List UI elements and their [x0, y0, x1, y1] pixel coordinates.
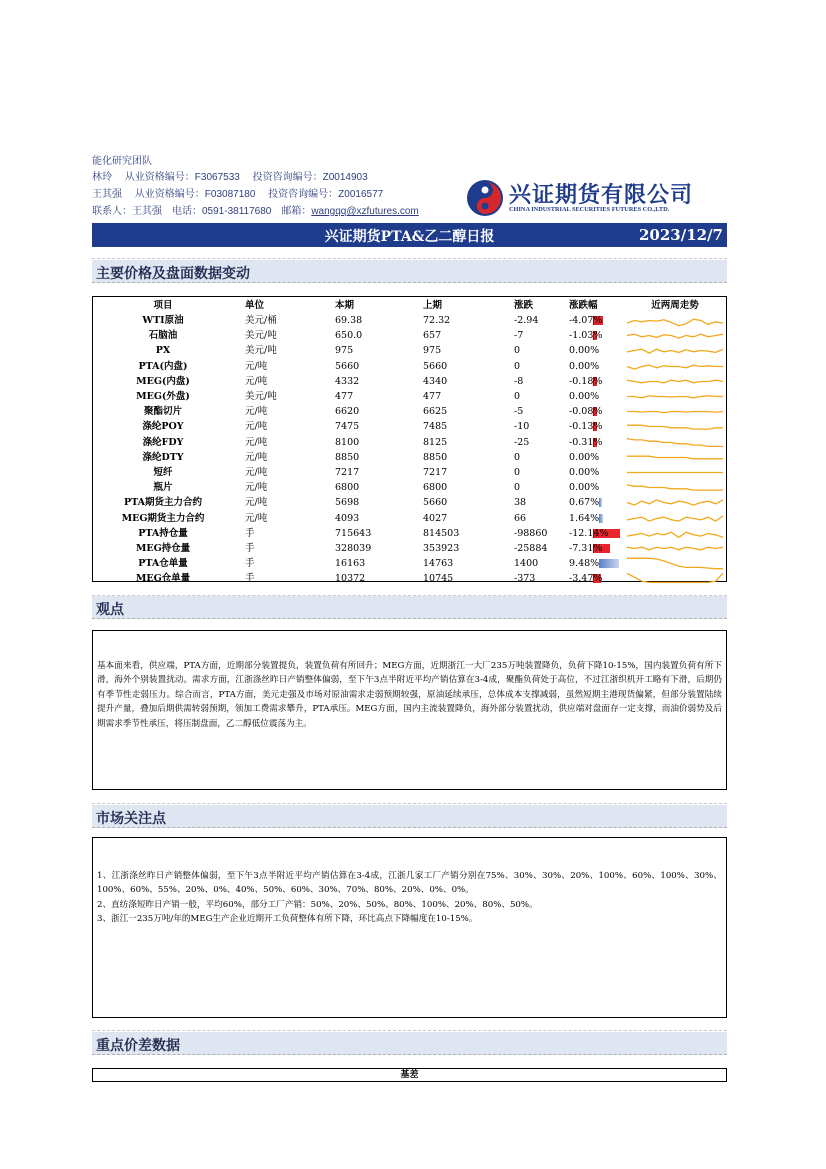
row-change-pct: 9.48% — [569, 558, 600, 570]
row-current-value: 5660 — [335, 360, 360, 372]
row-unit: 美元/桶 — [245, 315, 277, 326]
table-row — [93, 389, 725, 404]
trend-sparkline — [625, 328, 725, 343]
row-current-value: 975 — [335, 345, 354, 357]
focus-line-2: 2、直纺涤短昨日产销一般，平均60%，部分工厂产销：50%、20%、50%、80%、100%、20%、80%、50%。 — [97, 899, 538, 910]
row-previous-value: 657 — [423, 330, 442, 342]
sparkline-path — [627, 438, 723, 446]
row-change-pct: 0.00% — [569, 482, 600, 494]
row-change-pct: 0.00% — [569, 391, 600, 402]
trend-sparkline — [625, 465, 725, 480]
row-current-value: 4332 — [335, 375, 360, 387]
row-previous-value: 353923 — [423, 543, 460, 554]
row-change: 66 — [514, 512, 527, 524]
sparkline-path — [627, 485, 723, 490]
sparkline-path — [627, 532, 723, 537]
row-change: -25 — [514, 436, 530, 448]
row-item-name: 涤纶FDY — [142, 436, 184, 448]
row-change-pct: 0.00% — [569, 467, 600, 478]
row-item-name: MEG(内盘) — [136, 375, 190, 387]
row-item-name: 聚酯切片 — [143, 406, 182, 418]
company-logo — [465, 178, 727, 218]
table-row — [93, 571, 725, 586]
row-change: -373 — [514, 573, 536, 585]
table-header — [93, 298, 725, 313]
sparkline-path — [627, 426, 723, 430]
row-item-name: 涤纶DTY — [142, 451, 184, 463]
trend-sparkline — [625, 495, 725, 510]
row-unit: 美元/吨 — [245, 391, 277, 402]
row-unit: 元/吨 — [245, 360, 268, 372]
row-item-name: PTA持仓量 — [138, 527, 188, 539]
col-header-change: 涨跌 — [514, 300, 534, 311]
row-unit: 美元/吨 — [245, 345, 277, 357]
row-current-value: 650.0 — [335, 330, 363, 342]
sparkline-path — [627, 558, 723, 568]
row-current-value: 4093 — [335, 512, 360, 524]
consulting-id: 投资咨询编号：Z0014903 — [252, 172, 368, 183]
sparkline-path — [627, 365, 723, 369]
sparkline-path — [627, 319, 723, 326]
row-change-pct: 0.67% — [569, 497, 600, 509]
row-unit: 元/吨 — [245, 512, 268, 524]
section-divider — [92, 1030, 727, 1031]
row-item-name: MEG(外盘) — [136, 391, 190, 402]
row-change-pct: -7.31% — [569, 543, 603, 554]
row-unit: 元/吨 — [245, 451, 268, 463]
trend-sparkline — [625, 389, 725, 404]
row-change: -2.94 — [514, 315, 539, 326]
trend-sparkline — [625, 343, 725, 358]
trend-sparkline — [625, 480, 725, 495]
row-change: 0 — [514, 345, 521, 357]
analyst-name: 王其强 — [92, 189, 122, 200]
row-change-pct: 0.00% — [569, 451, 600, 463]
row-item-name: 短纤 — [153, 467, 173, 478]
row-change: 0 — [514, 467, 521, 478]
row-change: -98860 — [514, 527, 548, 539]
table-row — [93, 435, 725, 450]
row-previous-value: 8125 — [423, 436, 448, 448]
report-title: 兴证期货PTA&乙二醇日报 — [324, 229, 495, 245]
qualification-id: 从业资格编号：F3067533 — [124, 172, 240, 183]
table-row — [93, 404, 725, 419]
row-item-name: MEG仓单量 — [135, 573, 191, 585]
row-previous-value: 8850 — [423, 451, 448, 463]
row-item-name: MEG持仓量 — [135, 543, 191, 554]
row-previous-value: 10745 — [423, 573, 454, 585]
sparkline-path — [627, 334, 723, 338]
report-banner — [92, 223, 727, 247]
row-previous-value: 14763 — [423, 558, 454, 570]
analyst-name: 林玲 — [92, 172, 112, 183]
row-previous-value: 6800 — [423, 482, 448, 494]
section-prices — [92, 260, 727, 283]
report-date: 2023/12/7 — [638, 226, 723, 244]
sparkline-path — [627, 396, 723, 398]
row-change: 0 — [514, 360, 521, 372]
row-change: 1400 — [514, 558, 539, 570]
table-row — [93, 495, 725, 510]
row-current-value: 715643 — [335, 527, 372, 539]
table-row — [93, 328, 725, 343]
col-header-trend: 近两周走势 — [651, 300, 699, 311]
row-unit: 元/吨 — [245, 421, 268, 433]
trend-sparkline — [625, 541, 725, 556]
focus-line-1: 1、江浙涤丝昨日产销整体偏弱，至下午3点半附近平均产销估算在3-4成，江浙几家工厂产销分别在75%、30%、30%、20%、100%、60%、100%、30%、100%、60%、55%、20%、0%、40%、50%、60%、30%、70%、80%、20%、0%、0%。 — [97, 871, 722, 896]
row-change-pct: -1.03% — [569, 330, 603, 342]
row-change: 0 — [514, 391, 521, 402]
row-previous-value: 477 — [423, 391, 442, 402]
trend-sparkline — [625, 526, 725, 541]
section-title: 主要价格及盘面数据变动 — [96, 265, 250, 281]
row-item-name: 涤纶POY — [142, 421, 184, 433]
section-divider — [92, 258, 727, 259]
row-change: -10 — [514, 421, 530, 433]
row-previous-value: 4340 — [423, 375, 448, 387]
view-box — [92, 630, 727, 790]
email-link[interactable]: wangqq@xzfutures.com — [311, 206, 419, 217]
row-change-pct: -3.47% — [569, 573, 603, 585]
trend-sparkline — [625, 404, 725, 419]
table-row — [93, 526, 725, 541]
row-change-pct: -4.07% — [569, 315, 603, 326]
trend-sparkline — [625, 419, 725, 434]
analyst-line-2 — [92, 185, 393, 200]
row-current-value: 69.38 — [335, 315, 363, 326]
row-unit: 手 — [245, 543, 255, 554]
row-current-value: 6800 — [335, 482, 360, 494]
table-row — [93, 450, 725, 465]
table-row — [93, 313, 725, 328]
section-spread — [92, 1032, 727, 1055]
price-table — [92, 296, 727, 585]
section-focus — [92, 805, 727, 828]
table-row — [93, 359, 725, 374]
sparkline-path — [627, 574, 723, 583]
row-unit: 元/吨 — [245, 406, 268, 418]
row-item-name: MEG期货主力合约 — [121, 512, 205, 524]
consulting-id: 投资咨询编号：Z0016577 — [268, 189, 384, 200]
table-row — [93, 419, 725, 434]
section-title: 观点 — [96, 601, 124, 617]
sparkline-path — [627, 515, 723, 520]
trend-sparkline — [625, 435, 725, 450]
table-row — [93, 480, 725, 495]
team-name: 能化研究团队 — [92, 156, 152, 167]
row-change-pct: 1.64% — [569, 512, 600, 524]
contact-line — [92, 202, 419, 217]
row-unit: 元/吨 — [245, 375, 268, 387]
trend-sparkline — [625, 359, 725, 374]
trend-sparkline — [625, 556, 725, 571]
table-row — [93, 556, 725, 571]
row-item-name: 瓶片 — [153, 482, 173, 494]
section-view — [92, 596, 727, 619]
sparkline-path — [627, 350, 723, 354]
row-unit: 美元/吨 — [245, 330, 277, 342]
row-unit: 元/吨 — [245, 467, 268, 478]
row-previous-value: 814503 — [423, 527, 460, 539]
row-unit: 元/吨 — [245, 497, 268, 509]
row-item-name: 石脑油 — [148, 330, 178, 342]
row-item-name: PX — [155, 345, 171, 357]
row-change: 38 — [514, 497, 527, 509]
row-current-value: 8100 — [335, 436, 360, 448]
row-current-value: 7475 — [335, 421, 360, 433]
view-text: 基本面来看，供应端，PTA方面，近期部分装置提负，装置负荷有所回升；MEG方面，近期浙江一大厂235万吨装置降负，负荷下降10-15%，国内装置负荷有所下滑，海外个别装置扰动。需求方面，江浙涤丝昨日产销整体偏弱，至下午3点半附近平均产销估算在3-4成，聚酯负荷处于高位，不过江浙织机开工略有下滑，后期仍有季节性走弱压力。综合而言，PTA方面，美元走强及市场对原油需求走弱预期较强，原油延续承压，总体成本支撑减弱，虽然短期主港现货偏紧，但部分装置陆续提升产量，叠加后期供需转弱预期，领加工费需求攀升，PTA承压。MEG方面，国内主流装置降负，海外部分装置扰动，供应端对盘面存一定支撑，而油价弱势及后期需求季节性承压，将压制盘面，乙二醇低位震荡为主。 — [97, 661, 722, 729]
trend-sparkline — [625, 450, 725, 465]
qualification-id: 从业资格编号：F03087180 — [134, 189, 256, 200]
logo-english-name: CHINA INDUSTRIAL SECURITIES FUTURES CO.,LTD. — [509, 206, 670, 213]
table-row — [93, 374, 725, 389]
row-previous-value: 72.32 — [423, 315, 451, 326]
row-change: -8 — [514, 375, 524, 387]
row-unit: 手 — [245, 558, 255, 570]
pct-data-bar — [599, 559, 619, 568]
row-unit: 手 — [245, 573, 255, 585]
row-previous-value: 7485 — [423, 421, 448, 433]
trend-sparkline — [625, 571, 725, 586]
row-item-name: PTA仓单量 — [138, 558, 188, 570]
pct-data-bar — [599, 498, 602, 507]
section-divider — [92, 803, 727, 804]
section-title: 市场关注点 — [96, 810, 166, 826]
row-item-name: PTA期货主力合约 — [123, 497, 203, 509]
row-change-pct: -12.14% — [569, 527, 609, 539]
row-current-value: 5698 — [335, 497, 360, 509]
row-change-pct: 0.00% — [569, 345, 600, 357]
row-current-value: 8850 — [335, 451, 360, 463]
row-previous-value: 6625 — [423, 406, 448, 418]
row-change: 0 — [514, 451, 521, 463]
row-unit: 元/吨 — [245, 436, 268, 448]
pct-data-bar — [599, 514, 603, 523]
sparkline-path — [627, 500, 723, 505]
row-change-pct: -0.08% — [569, 406, 603, 418]
row-current-value: 10372 — [335, 573, 366, 585]
spread-subheader: 基差 — [92, 1068, 727, 1082]
row-item-name: PTA(内盘) — [138, 360, 188, 372]
row-change-pct: -0.13% — [569, 421, 603, 433]
col-header-current: 本期 — [335, 300, 355, 311]
table-row — [93, 541, 725, 556]
sparkline-path — [627, 412, 723, 413]
analyst-line-1 — [92, 168, 378, 183]
row-change: 0 — [514, 482, 521, 494]
logo-chinese-name: 兴证期货有限公司 — [509, 182, 694, 208]
row-item-name: WTI原油 — [142, 315, 184, 326]
table-row — [93, 511, 725, 526]
section-title: 重点价差数据 — [96, 1037, 180, 1053]
row-change-pct: -0.18% — [569, 375, 603, 387]
table-row — [93, 465, 725, 480]
trend-sparkline — [625, 511, 725, 526]
focus-box — [92, 837, 727, 1018]
row-previous-value: 5660 — [423, 360, 448, 372]
col-header-item: 项目 — [153, 300, 173, 311]
trend-sparkline — [625, 374, 725, 389]
row-change: -25884 — [514, 543, 548, 554]
row-current-value: 328039 — [335, 543, 372, 554]
sparkline-path — [627, 547, 723, 550]
table-row — [93, 343, 725, 358]
focus-line-3: 3、浙江一235万吨/年的MEG生产企业近期开工负荷整体有所下降，环比高点下降幅度在10-15%。 — [97, 914, 478, 925]
row-current-value: 6620 — [335, 406, 360, 418]
row-change-pct: 0.00% — [569, 360, 600, 372]
row-current-value: 7217 — [335, 467, 360, 478]
row-unit: 元/吨 — [245, 482, 268, 494]
row-change: -7 — [514, 330, 524, 342]
row-change-pct: -0.31% — [569, 436, 603, 448]
row-previous-value: 4027 — [423, 512, 448, 524]
col-header-pct: 涨跌幅 — [569, 300, 598, 311]
row-change: -5 — [514, 406, 524, 418]
row-current-value: 477 — [335, 391, 354, 402]
row-current-value: 16163 — [335, 558, 366, 570]
col-header-unit: 单位 — [245, 300, 265, 311]
logo-emblem-icon — [465, 178, 505, 218]
row-previous-value: 7217 — [423, 467, 448, 478]
trend-sparkline — [625, 313, 725, 328]
col-header-previous: 上期 — [423, 300, 443, 311]
row-unit: 手 — [245, 527, 255, 539]
row-previous-value: 5660 — [423, 497, 448, 509]
sparkline-path — [627, 456, 723, 459]
sparkline-path — [627, 380, 723, 383]
contact-info: 联系人：王其强 电话：0591-38117680 邮箱： — [92, 206, 312, 217]
row-previous-value: 975 — [423, 345, 442, 357]
